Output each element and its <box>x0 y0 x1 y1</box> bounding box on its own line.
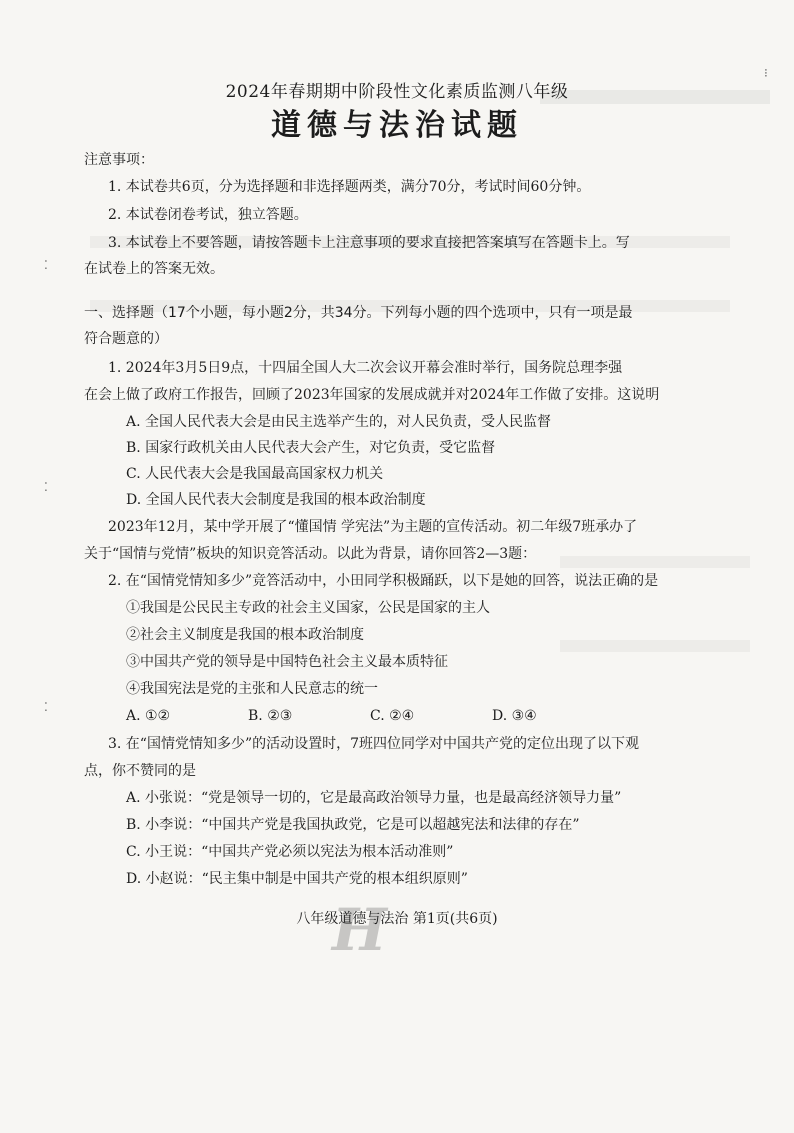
question-3-stem: 3. 在“国情党情知多少”的活动设置时，7班四位同学对中国共产党的定位出现了以下观 <box>108 736 640 752</box>
notes-heading: 注意事项： <box>84 152 154 168</box>
question-2-choices <box>126 706 614 726</box>
scan-mark: ⁚ <box>44 258 48 272</box>
context-passage-cont: 关于“国情与党情”板块的知识竞答活动。以此为背景，请你回答2—3题： <box>84 546 537 562</box>
question-1-option-d: D. 全国人民代表大会制度是我国的根本政治制度 <box>126 492 426 508</box>
page-footer: 八年级道德与法治 第1页(共6页) <box>296 911 498 927</box>
watermark-logo: H <box>332 896 383 964</box>
question-2-statement-1: ①我国是公民民主专政的社会主义国家，公民是国家的主人 <box>126 600 490 616</box>
note-item: 3. 本试卷上不要答题，请按答题卡上注意事项的要求直接把答案填写在答题卡上。写 <box>108 235 630 251</box>
bleed-through-mark <box>560 556 750 568</box>
question-2-choice-b: B. ②③ <box>248 708 293 724</box>
context-passage: 2023年12月，某中学开展了“懂国情 学宪法”为主题的宣传活动。初二年级7班承办了 <box>108 519 638 535</box>
question-2-choice-a: A. ①② <box>126 708 171 724</box>
question-2-stem: 2. 在“国情党情知多少”竞答活动中，小田同学积极踊跃，以下是她的回答，说法正确的是 <box>108 573 659 589</box>
question-1-stem: 1. 2024年3月5日9点，十四届全国人大二次会议开幕会准时举行，国务院总理李强 <box>108 360 623 376</box>
question-2-statement-4: ④我国宪法是党的主张和人民意志的统一 <box>126 681 378 697</box>
bleed-through-mark <box>560 640 750 652</box>
exam-title: 道德与法治试题 <box>271 108 523 143</box>
scan-mark: ⁚ <box>44 700 48 714</box>
question-1-stem-cont: 在会上做了政府工作报告，回顾了2023年国家的发展成就并对2024年工作做了安排。这说明 <box>84 387 660 403</box>
question-2-choice-c: C. ②④ <box>370 708 415 724</box>
question-3-option-b: B. 小李说：“中国共产党是我国执政党，它是可以超越宪法和法律的存在” <box>126 817 580 833</box>
section-heading-cont: 符合题意的） <box>84 331 168 347</box>
question-2-statement-2: ②社会主义制度是我国的根本政治制度 <box>126 627 364 643</box>
note-item: 1. 本试卷共6页，分为选择题和非选择题两类，满分70分，考试时间60分钟。 <box>108 179 591 195</box>
note-item: 在试卷上的答案无效。 <box>84 261 224 277</box>
question-3-stem-cont: 点，你不赞同的是 <box>84 763 196 779</box>
question-1-option-a: A. 全国人民代表大会是由民主选举产生的，对人民负责，受人民监督 <box>126 414 552 430</box>
scan-mark: ⁚ <box>44 480 48 494</box>
question-2-choice-d: D. ③④ <box>492 708 537 724</box>
scan-mark: ⁝ <box>764 66 768 80</box>
exam-subtitle: 2024年春期期中阶段性文化素质监测八年级 <box>225 82 569 102</box>
question-3-option-c: C. 小王说：“中国共产党必须以宪法为根本活动准则” <box>126 844 454 860</box>
question-1-option-b: B. 国家行政机关由人民代表大会产生，对它负责，受它监督 <box>126 440 496 456</box>
note-item: 2. 本试卷闭卷考试，独立答题。 <box>108 207 308 223</box>
question-2-statement-3: ③中国共产党的领导是中国特色社会主义最本质特征 <box>126 654 448 670</box>
section-heading: 一、选择题（17个小题，每小题2分，共34分。下列每小题的四个选项中，只有一项是最 <box>84 305 633 321</box>
question-3-option-a: A. 小张说：“党是领导一切的，它是最高政治领导力量，也是最高经济领导力量” <box>126 790 622 806</box>
question-3-option-d: D. 小赵说：“民主集中制是中国共产党的根本组织原则” <box>126 871 468 887</box>
question-1-option-c: C. 人民代表大会是我国最高国家权力机关 <box>126 466 384 482</box>
